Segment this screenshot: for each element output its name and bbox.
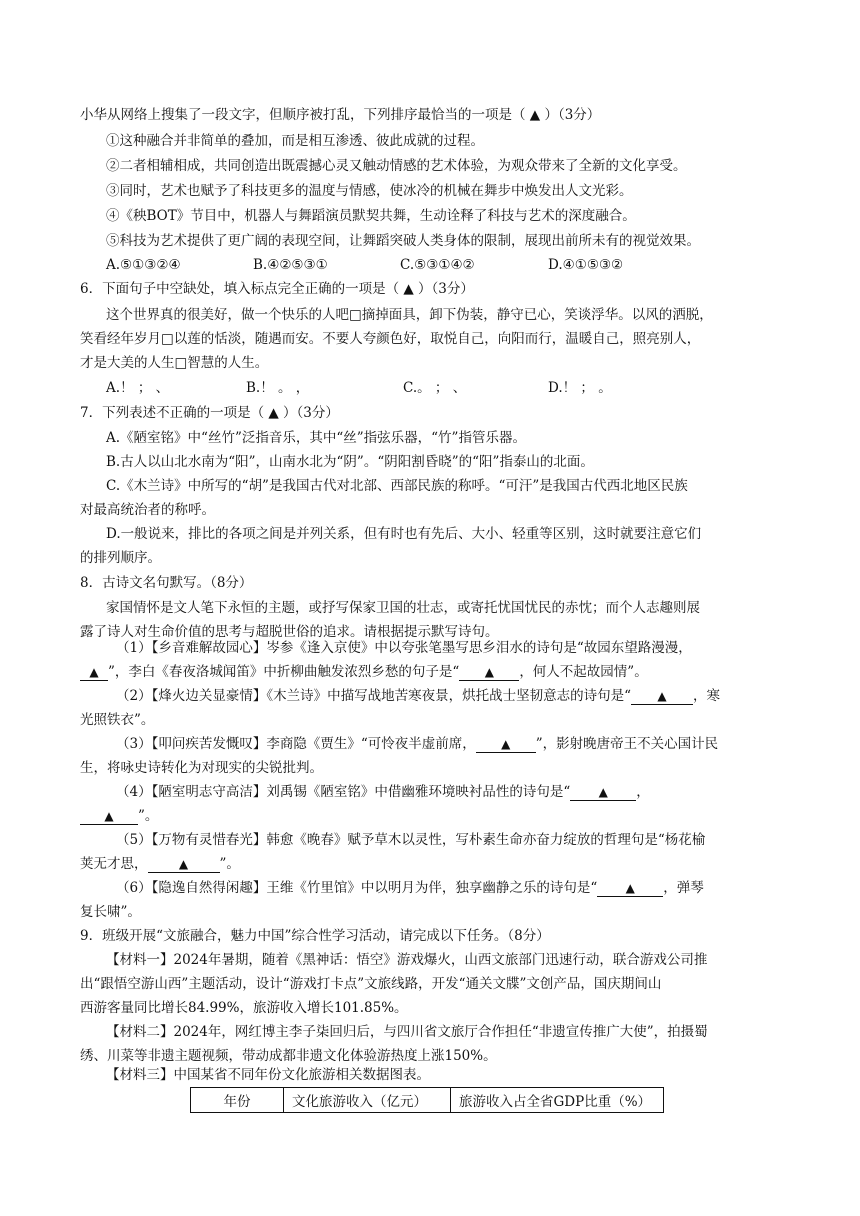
q7-option-line: 对最高统治者的称呼。 (80, 502, 215, 518)
q9-material-2: 绣、川菜等非遗主题视频，带动成都非遗文化体验游热度上涨150%。 (80, 1048, 497, 1064)
answer-blank[interactable]: ▲ (597, 880, 663, 897)
q5-option-b: B.④②⑤③① (253, 257, 328, 273)
q8-item-4: （4）【陋室明志守高洁】刘禹锡《陋室铭》中借幽雅环境映衬品性的诗句是“ ▲ ， (116, 784, 650, 800)
answer-blank[interactable]: ▲ (80, 664, 108, 681)
q8-intro-line: 家国情怀是文人笔下永恒的主题，或抒写保家卫国的壮志，或寄托忧国忧民的赤忱；而个人志趣则展 (106, 600, 700, 616)
q6-passage-line: 笑看经年岁月□以莲的恬淡，随遇而安。不要人夸颜色好，取悦自己，向阳而行，温暖自己，照亮别人， (80, 331, 701, 347)
q9-material-1: 西游客量同比增长84.99%，旅游收入增长101.85%。 (80, 1000, 408, 1016)
q6-option-b: B.！ 。 ， (246, 380, 310, 396)
q9-material-1: 【材料一】2024年暑期，随着《黑神话：悟空》游戏爆火，山西文旅部门迅速行动，联合游戏公司推 (106, 952, 708, 968)
q5-item-5: ⑤科技为艺术提供了更广阔的表现空间，让舞蹈突破人类身体的限制，展现出前所未有的视觉效果。 (106, 233, 700, 249)
q8-item-6-cont: 复长啸”。 (80, 904, 141, 920)
q5-intro: 小华从网络上搜集了一段文字，但顺序被打乱，下列排序最恰当的一项是（ ▲ ）（3分） (80, 107, 601, 123)
q8-item-1: （1）【乡音难解故园心】岑参《逢入京使》中以夸张笔墨写思乡泪水的诗句是“故园东望路漫漫， (116, 640, 692, 656)
answer-blank[interactable]: ▲ (459, 664, 519, 681)
q8-item-4-cont: ▲ ”。 (80, 808, 158, 825)
q9-stem: 9．班级开展“文旅融合，魅力中国”综合性学习活动，请完成以下任务。（8分） (80, 928, 550, 944)
q8-item-3: （3）【叩问疾苦发慨叹】李商隐《贾生》“可怜夜半虚前席， ▲ ”，影射晚唐帝王不关心国计民 (116, 736, 719, 752)
q8-item-5: （5）【万物有灵惜春光】韩愈《晚春》赋予草木以灵性，写朴素生命亦奋力绽放的哲理句是“杨花榆 (116, 832, 706, 848)
q5-item-4: ④《秧BOT》节目中，机器人与舞蹈演员默契共舞，生动诠释了科技与艺术的深度融合。 (106, 208, 636, 224)
q7-option-line: C.《木兰诗》中所写的“胡”是我国古代对北部、西部民族的称呼。“可汗”是我国古代西北地区民族 (106, 478, 688, 494)
table-header: 文化旅游收入（亿元） (284, 1088, 451, 1113)
q7-option-line: 的排列顺序。 (80, 550, 161, 566)
answer-blank[interactable]: ▲ (570, 784, 636, 801)
q5-option-d: D.④①⑤③② (548, 257, 624, 273)
answer-blank[interactable]: ▲ (631, 688, 693, 705)
q6-stem: 6．下面句子中空缺处，填入标点完全正确的一项是（ ▲ ）（3分） (80, 281, 474, 297)
q8-item-6: （6）【隐逸自然得闲趣】王维《竹里馆》中以明月为伴，独享幽静之乐的诗句是“ ▲ ，弹琴 (116, 880, 704, 896)
q7-option-line: D.一般说来，排比的各项之间是并列关系，但有时也有先后、大小、轻重等区别，这时就要注意它们 (106, 526, 702, 542)
q8-item-2-cont: 光照铁衣”。 (80, 712, 155, 728)
answer-blank[interactable]: ▲ (80, 808, 138, 825)
q8-item-3-cont: 生，将咏史诗转化为对现实的尖锐批判。 (80, 760, 323, 776)
q7-option-line: A.《陋室铭》中“丝竹”泛指音乐，其中“丝”指弦乐器，“竹”指管乐器。 (106, 430, 526, 446)
answer-blank[interactable]: ▲ (148, 856, 220, 873)
q8-item-1-cont: ▲ ”，李白《春夜洛城闻笛》中折柳曲触发浓烈乡愁的句子是“ ▲ ，何人不起故园情”。 (80, 664, 648, 681)
q6-passage-line: 才是大美的人生□智慧的人生。 (80, 355, 269, 371)
q5-option-a: A.⑤①③②④ (106, 257, 181, 273)
q5-item-2: ②二者相辅相成，共同创造出既震撼心灵又触动情感的艺术体验，为观众带来了全新的文化享受。 (106, 158, 687, 174)
table-header-row (191, 1088, 664, 1113)
data-table (190, 1087, 664, 1113)
q7-stem: 7．下列表述不正确的一项是（ ▲ ）（3分） (80, 405, 339, 421)
q7-option-line: B.古人以山北水南为“阳”，山南水北为“阴”。“阴阳割昏晓”的“阳”指泰山的北面。 (106, 454, 594, 470)
q8-intro-line: 露了诗人对生命价值的思考与超脱世俗的追求。请根据提示默写诗句。 (80, 624, 499, 640)
q6-passage-line: 这个世界真的很美好，做一个快乐的人吧□摘掉面具，卸下伪装，静守已心，笑谈浮华。以风的洒脱， (106, 307, 713, 323)
q6-option-d: D.！ ； 。 (548, 380, 612, 396)
q5-option-c: C.⑤③①④② (400, 257, 475, 273)
q5-item-1: ①这种融合并非简单的叠加，而是相互渗透、彼此成就的过程。 (106, 133, 484, 149)
q8-item-5-cont: 荚无才思， ▲ ”。 (80, 856, 240, 872)
q5-item-3: ③同时，艺术也赋予了科技更多的温度与情感，使冰冷的机械在舞步中焕发出人文光彩。 (106, 183, 633, 199)
q8-stem: 8．古诗文名句默写。（8分） (80, 575, 253, 591)
q9-material-2: 【材料二】2024年，网红博主李子柒回归后，与四川省文旅厅合作担任“非遗宣传推广大使”，拍摄蜀 (106, 1024, 708, 1040)
q9-material-1: 出“跟悟空游山西”主题活动，设计“游戏打卡点”文旅线路，开发“通关文牒”文创产品，国庆期间山 (80, 976, 662, 992)
q8-item-2: （2）【烽火边关显豪情】《木兰诗》中描写战地苦寒夜景，烘托战士坚韧意志的诗句是“ ▲ ，寒 (116, 688, 720, 704)
table-header: 旅游收入占全省GDP比重（%） (451, 1088, 664, 1113)
q6-option-a: A.！ ； 、 (106, 380, 170, 396)
q6-option-c: C.。 ； 、 (403, 380, 467, 396)
answer-blank[interactable]: ▲ (476, 736, 536, 753)
q9-material-3: 【材料三】中国某省不同年份文化旅游相关数据图表。 (106, 1067, 430, 1083)
table-header: 年份 (191, 1088, 284, 1113)
